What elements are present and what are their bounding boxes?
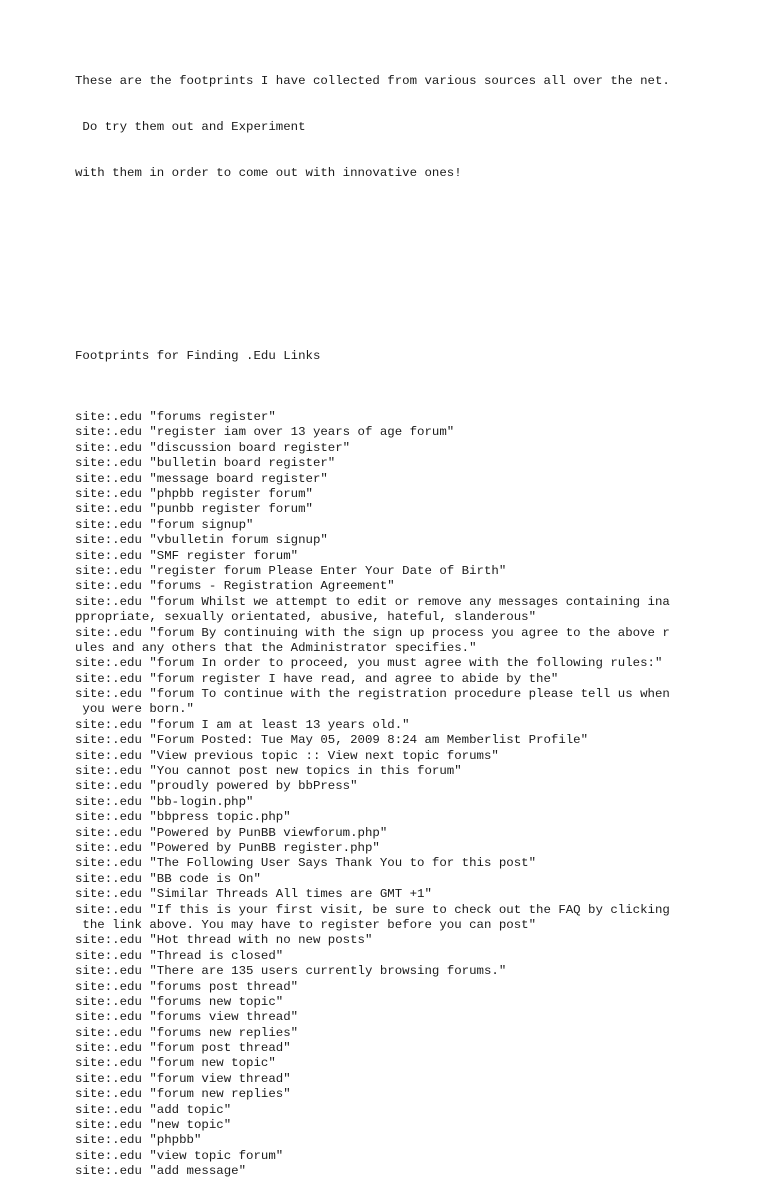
footprint-line: site:.edu "If this is your first visit, be sure to check out the FAQ by clicking bbox=[75, 902, 670, 917]
footprint-line: site:.edu "register forum Please Enter Your Date of Birth" bbox=[75, 563, 507, 578]
footprint-line: site:.edu "forums new topic" bbox=[75, 994, 284, 1009]
footprint-line: site:.edu "forum I am at least 13 years old." bbox=[75, 717, 410, 732]
footprint-line: ppropriate, sexually orientated, abusive, hateful, slanderous" bbox=[75, 610, 537, 625]
footprint-line: site:.edu "forum In order to proceed, you must agree with the following rules:" bbox=[75, 656, 663, 671]
footprint-line: site:.edu "forum view thread" bbox=[75, 1071, 291, 1086]
intro-line: Do try them out and Experiment bbox=[75, 119, 306, 134]
footprint-line: site:.edu "view topic forum" bbox=[75, 1148, 284, 1163]
footprint-line: site:.edu "forums register" bbox=[75, 410, 276, 425]
footprint-line: site:.edu "forum To continue with the registration procedure please tell us when bbox=[75, 687, 670, 702]
footprint-line: site:.edu "forum By continuing with the sign up process you agree to the above r bbox=[75, 625, 670, 640]
footprint-line: site:.edu "bulletin board register" bbox=[75, 456, 336, 471]
footprint-line: site:.edu "forums - Registration Agreement" bbox=[75, 579, 395, 594]
footprint-line: site:.edu "bbpress topic.php" bbox=[75, 810, 291, 825]
footprint-line: site:.edu "forum register I have read, and agree to abide by the" bbox=[75, 671, 559, 686]
footprint-line: site:.edu "forum new replies" bbox=[75, 1087, 291, 1102]
footprint-line: site:.edu "Thread is closed" bbox=[75, 948, 284, 963]
footprint-line: site:.edu "forums new replies" bbox=[75, 1025, 299, 1040]
footprint-line: site:.edu "forum signup" bbox=[75, 517, 254, 532]
footprint-line: site:.edu "Forum Posted: Tue May 05, 2009 8:24 am Memberlist Profile" bbox=[75, 733, 589, 748]
footprint-line: you were born." bbox=[75, 702, 194, 717]
footprint-line: site:.edu "discussion board register" bbox=[75, 440, 351, 455]
section-heading: Footprints for Finding .Edu Links bbox=[75, 348, 321, 363]
footprint-line: site:.edu "forum post thread" bbox=[75, 1041, 291, 1056]
footprint-line: site:.edu "Powered by PunBB viewforum.php" bbox=[75, 825, 388, 840]
footprint-line: site:.edu "vbulletin forum signup" bbox=[75, 533, 328, 548]
footprint-line: site:.edu "new topic" bbox=[75, 1118, 232, 1133]
footprint-list bbox=[75, 410, 755, 1180]
intro-text bbox=[75, 43, 755, 212]
footprint-line: site:.edu "register iam over 13 years of age forum" bbox=[75, 425, 455, 440]
footprint-line: site:.edu "phpbb" bbox=[75, 1133, 202, 1148]
footprint-line: site:.edu "View previous topic :: View next topic forums" bbox=[75, 748, 499, 763]
footprint-line: the link above. You may have to register before you can post" bbox=[75, 917, 537, 932]
footprint-line: site:.edu "forum Whilst we attempt to edit or remove any messages containing ina bbox=[75, 594, 670, 609]
footprint-line: site:.edu "forum new topic" bbox=[75, 1056, 276, 1071]
footprint-line: site:.edu "Powered by PunBB register.php" bbox=[75, 841, 380, 855]
footprint-line: site:.edu "The Following User Says Thank You to for this post" bbox=[75, 856, 537, 871]
intro-line: These are the footprints I have collected from various sources all over the net. bbox=[75, 73, 670, 88]
footprint-line: site:.edu "You cannot post new topics in this forum" bbox=[75, 764, 462, 779]
document-page bbox=[75, 12, 755, 1195]
blank-space bbox=[75, 243, 755, 318]
footprint-line: site:.edu "Hot thread with no new posts" bbox=[75, 933, 373, 948]
footprint-line: ules and any others that the Administrator specifies." bbox=[75, 640, 477, 655]
footprint-line: site:.edu "message board register" bbox=[75, 471, 328, 486]
footprint-line: site:.edu "add topic" bbox=[75, 1102, 232, 1117]
footprint-line: site:.edu "bb-login.php" bbox=[75, 794, 254, 809]
footprint-line: site:.edu "Similar Threads All times are GMT +1" bbox=[75, 887, 432, 902]
footprint-line: site:.edu "punbb register forum" bbox=[75, 502, 313, 517]
footprint-line: site:.edu "phpbb register forum" bbox=[75, 487, 313, 502]
footprint-line: site:.edu "forums view thread" bbox=[75, 1010, 299, 1025]
footprint-line: site:.edu "There are 135 users currently browsing forums." bbox=[75, 964, 507, 979]
footprint-line: site:.edu "proudly powered by bbPress" bbox=[75, 779, 358, 794]
footprint-line: site:.edu "add message" bbox=[75, 1164, 247, 1179]
intro-line: with them in order to come out with innovative ones! bbox=[75, 166, 462, 181]
footprint-line: site:.edu "forums post thread" bbox=[75, 979, 299, 994]
footprint-line: site:.edu "SMF register forum" bbox=[75, 548, 299, 563]
footprint-line: site:.edu "BB code is On" bbox=[75, 871, 261, 886]
